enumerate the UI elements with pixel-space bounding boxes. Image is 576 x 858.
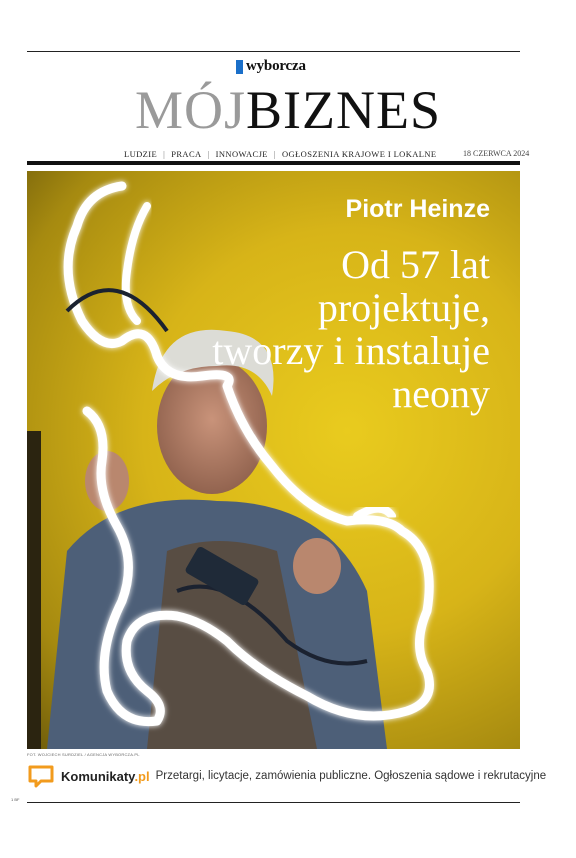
section-nav: [124, 149, 437, 159]
neon-cat-tail: [357, 509, 392, 517]
ad-brand-domain: .pl: [134, 768, 150, 784]
cover-photo: [27, 171, 520, 749]
komunikaty-ad[interactable]: [27, 764, 546, 788]
brand-name: wyborcza: [246, 58, 306, 74]
right-hand: [293, 538, 341, 594]
masthead-dark: BIZNES: [246, 80, 442, 140]
page-number: 1 BF: [11, 797, 20, 802]
nav-separator: |: [163, 149, 166, 159]
nav-separator: |: [207, 149, 210, 159]
brand-logo[interactable]: [236, 58, 306, 75]
masthead-rule: [27, 161, 520, 165]
masthead-light: MÓJ: [134, 80, 247, 140]
nav-separator: |: [273, 149, 276, 159]
nav-item-praca[interactable]: PRACA: [171, 149, 202, 159]
masthead-title: [0, 82, 576, 138]
ad-description: Przetargi, licytacje, zamówienia publiczne. Ogłoszenia sądowe i rekrutacyjne: [155, 770, 547, 782]
ad-brand: [61, 769, 150, 784]
speech-bubble-icon: [27, 764, 55, 788]
shadow-area: [27, 431, 41, 749]
ad-brand-name: Komunikaty: [61, 768, 135, 784]
photo-credit: FOT. WOJCIECH SURDZIEL / AGENCJA WYBORCZA.PL: [27, 752, 140, 757]
nav-item-innowacje[interactable]: INNOWACJE: [215, 149, 268, 159]
nav-item-ludzie[interactable]: LUDZIE: [124, 149, 158, 159]
top-rule: [27, 51, 520, 52]
issue-date: 18 CZERWCA 2024: [463, 149, 530, 158]
nav-item-ogloszenia[interactable]: OGŁOSZENIA KRAJOWE I LOKALNE: [282, 149, 437, 159]
cover-person-name: Piotr Heinze: [345, 195, 490, 223]
bottom-rule: [27, 802, 520, 803]
brand-mark-icon: [236, 60, 243, 74]
cover-headline[interactable]: Od 57 lat projektuje, tworzy i instaluje neony: [212, 242, 490, 416]
